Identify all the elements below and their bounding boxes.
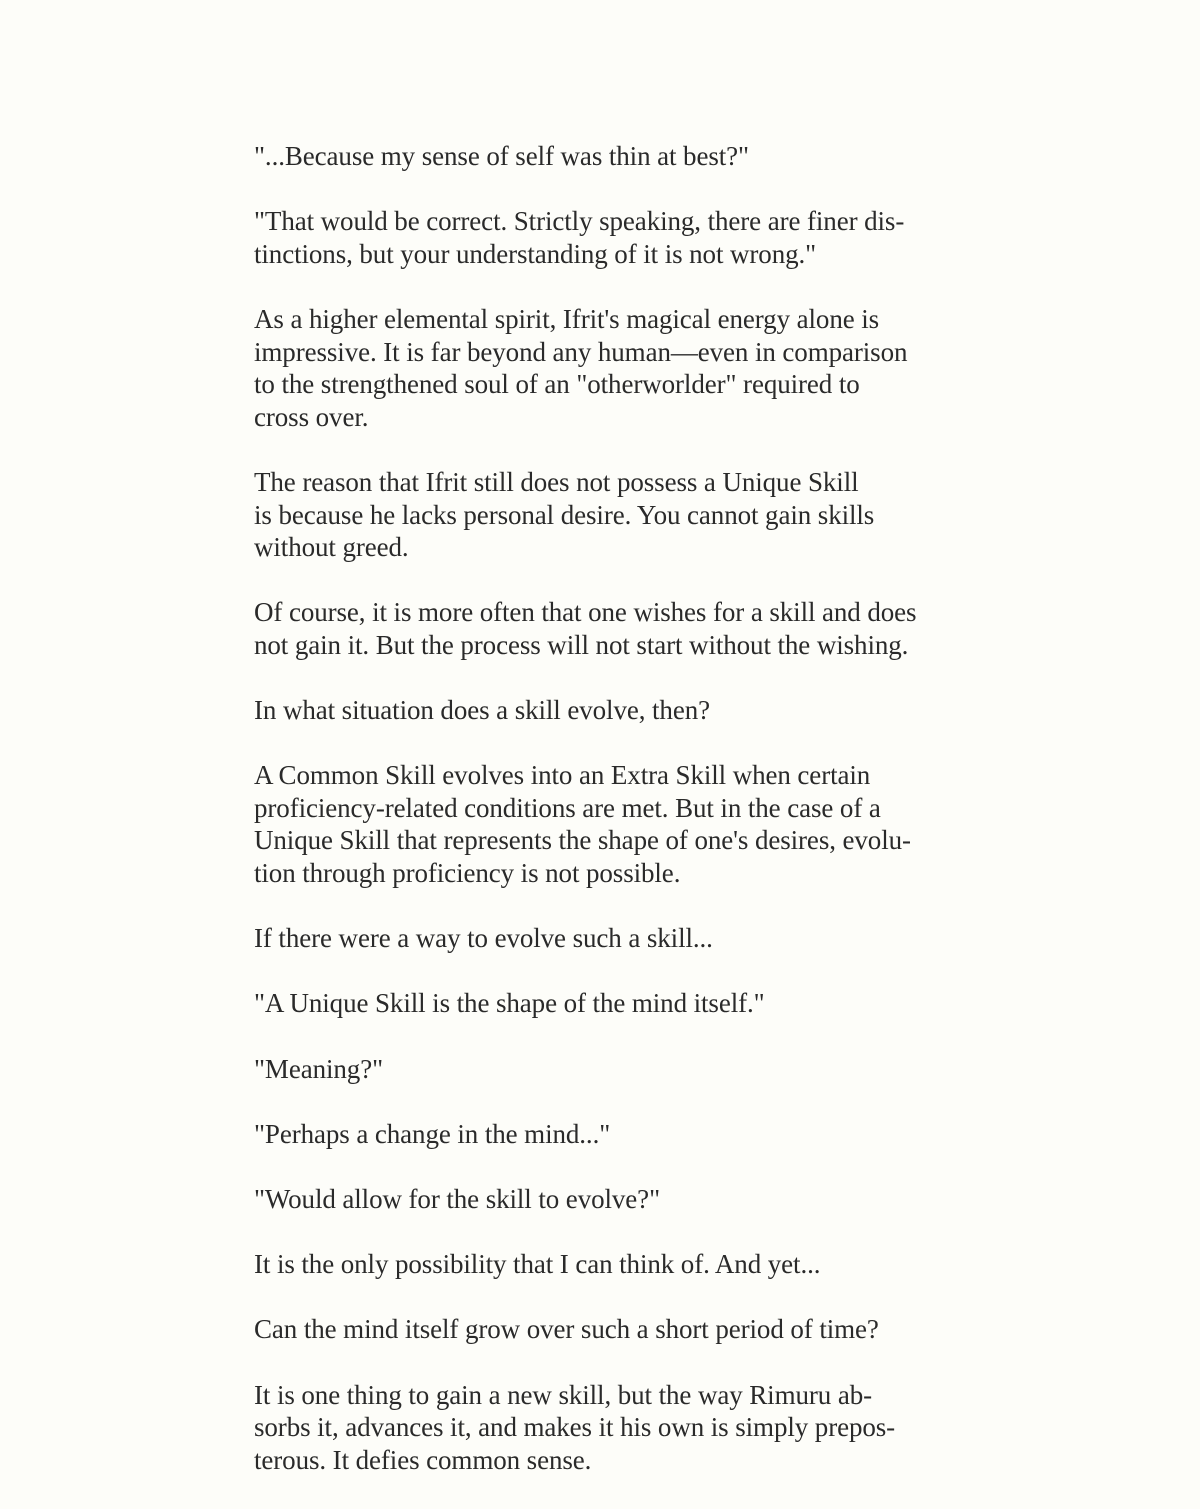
paragraph-10 (254, 1053, 974, 1086)
paragraph-7 (254, 759, 974, 889)
text-line: to the strengthened soul of an "otherworlder" required to (254, 369, 860, 400)
text-line: It is one thing to gain a new skill, but the way Rimuru ab- (254, 1379, 873, 1410)
text-line: is because he lacks personal desire. You cannot gain skills (254, 499, 875, 530)
paragraph-14 (254, 1313, 974, 1346)
text-line: impressive. It is far beyond any human—even in comparison (254, 336, 908, 367)
paragraph-4 (254, 466, 974, 564)
text-line: tinctions, but your understanding of it is not wrong." (254, 238, 817, 269)
paragraph-3 (254, 303, 974, 433)
text-line: Of course, it is more often that one wishes for a skill and does (254, 597, 917, 628)
text-line: "Would allow for the skill to evolve?" (254, 1184, 660, 1214)
text-line: "Perhaps a change in the mind..." (254, 1118, 611, 1149)
text-line: In what situation does a skill evolve, then? (254, 695, 710, 726)
text-line: It is the only possibility that I can think of. And yet... (254, 1249, 821, 1280)
paragraph-8 (254, 922, 974, 955)
text-line: "A Unique Skill is the shape of the mind itself." (254, 988, 765, 1019)
text-line: Can the mind itself grow over such a short period of time? (254, 1314, 879, 1345)
text-line: terous. It defies common sense. (254, 1444, 592, 1475)
text-line: not gain it. But the process will not start without the wishing. (254, 629, 909, 660)
text-line: without greed. (254, 532, 409, 563)
text-line: cross over. (254, 401, 369, 432)
paragraph-11 (254, 1118, 974, 1151)
text-line: proficiency-related conditions are met. But in the case of a (254, 792, 881, 823)
text-line: "...Because my sense of self was thin at best?" (254, 141, 749, 171)
text-line: sorbs it, advances it, and makes it his own is simply prepos- (254, 1412, 896, 1443)
paragraph-1 (254, 140, 974, 173)
text-line: "That would be correct. Strictly speaking, there are finer dis- (254, 206, 905, 237)
paragraph-6 (254, 694, 974, 727)
paragraph-5 (254, 596, 974, 661)
text-line: A Common Skill evolves into an Extra Skill when certain (254, 760, 871, 791)
text-line: "Meaning?" (254, 1053, 384, 1084)
paragraph-15 (254, 1379, 974, 1477)
page-text (254, 140, 974, 1509)
paragraph-12 (254, 1183, 974, 1216)
paragraph-9 (254, 987, 974, 1020)
text-line: If there were a way to evolve such a skill... (254, 923, 713, 954)
text-line: The reason that Ifrit still does not possess a Unique Skill (254, 466, 859, 497)
text-line: tion through proficiency is not possible. (254, 858, 681, 889)
text-line: Unique Skill that represents the shape of one's desires, evolu- (254, 825, 911, 856)
text-line: As a higher elemental spirit, Ifrit's magical energy alone is (254, 303, 880, 334)
paragraph-2 (254, 205, 974, 270)
paragraph-13 (254, 1248, 974, 1281)
